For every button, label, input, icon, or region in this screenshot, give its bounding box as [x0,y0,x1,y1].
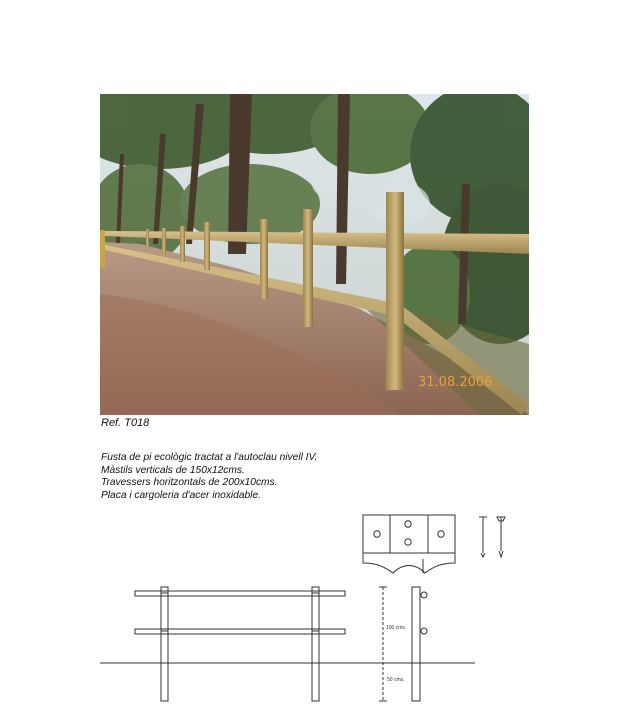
bolts [479,517,505,557]
reference-label: Ref. T018 [101,417,150,429]
date-stamp: 31.08.2006 [418,375,493,390]
technical-drawing [95,505,535,720]
fence-photo [100,94,529,415]
description [101,452,317,502]
description-line-1: Fusta de pi ecològic tractat a l'autoclau nivell IV. [101,452,318,463]
dim-lower: 50 cms. [387,677,405,683]
side-elevation [379,587,427,701]
description-line-2: Màstils verticals de 150x12cms. [101,464,245,476]
description-line-3: Travessers horitzontals de 200x10cms. [101,477,278,488]
plate-detail [363,515,455,573]
dim-upper: 100 cms. [386,625,407,631]
description-line-4: Placa i cargoleria d'acer inoxidable. [101,489,261,501]
front-elevation [100,587,475,701]
